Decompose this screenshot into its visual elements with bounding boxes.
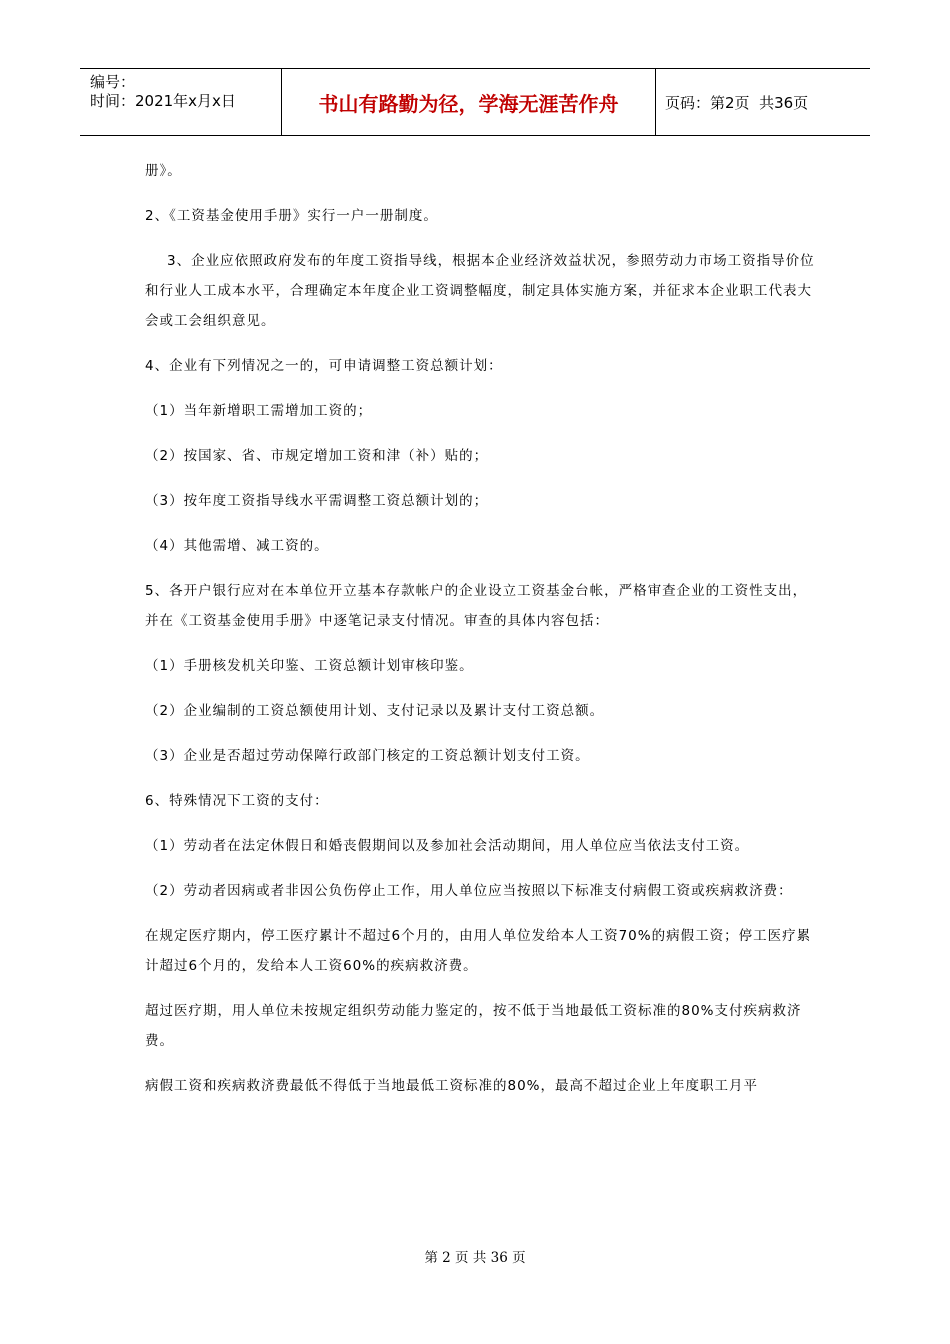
paragraph: 册》。: [145, 163, 182, 179]
list-item: （3）按年度工资指导线水平需调整工资总额计划的；: [145, 493, 489, 509]
list-item: （1）劳动者在法定休假日和婚丧假期间以及参加社会活动期间，用人单位应当依法支付工资。: [145, 838, 750, 854]
paragraph: 2、《工资基金使用手册》实行一户一册制度。: [145, 208, 438, 224]
header-page-number: [665, 69, 808, 135]
list-item: （1）手册核发机关印鉴、工资总额计划审核印鉴。: [145, 658, 474, 674]
list-item: （2）按国家、省、市规定增加工资和津（补）贴的；: [145, 448, 489, 464]
paragraph: 病假工资和疾病救济费最低不得低于当地最低工资标准的80%，最高不超过企业上年度职工月平: [145, 1078, 759, 1094]
list-item: （3）企业是否超过劳动保障行政部门核定的工资总额计划支付工资。: [145, 748, 590, 764]
document-body: [145, 156, 815, 1116]
header-meta: [90, 73, 236, 111]
page-header: [80, 68, 870, 136]
header-divider-right: [655, 69, 656, 135]
list-item: （1）当年新增职工需增加工资的；: [145, 403, 373, 419]
page-footer: 第 2 页 共 36 页: [424, 1250, 526, 1266]
paragraph: 在规定医疗期内，停工医疗累计不超过6个月的，由用人单位发给本人工资70%的病假工资；停工医疗累计超过6个月的，发给本人工资60%的疾病救济费。: [145, 928, 812, 974]
header-code-label: 编号：: [90, 73, 136, 91]
paragraph: 超过医疗期，用人单位未按规定组织劳动能力鉴定的，按不低于当地最低工资标准的80%支付疾病救济费。: [145, 1003, 802, 1049]
list-item: （2）企业编制的工资总额使用计划、支付记录以及累计支付工资总额。: [145, 703, 605, 719]
paragraph: 5、各开户银行应对在本单位开立基本存款帐户的企业设立工资基金台帐，严格审查企业的工资性支出，并在《工资基金使用手册》中逐笔记录支付情况。审查的具体内容包括：: [145, 583, 808, 629]
list-item: （2）劳动者因病或者非因公负伤停止工作，用人单位应当按照以下标准支付病假工资或疾病救济费：: [145, 883, 793, 899]
header-page-label: 页码：第2页 共36页: [665, 93, 809, 112]
paragraph: 4、企业有下列情况之一的，可申请调整工资总额计划：: [145, 358, 503, 374]
header-motto: 书山有路勤为径，学海无涯苦作舟: [318, 91, 619, 116]
paragraph: 6、特殊情况下工资的支付：: [145, 793, 329, 809]
header-date-label: 时间：2021年x月x日: [90, 92, 236, 110]
list-item: （4）其他需增、减工资的。: [145, 538, 329, 554]
paragraph: 3、企业应依照政府发布的年度工资指导线，根据本企业经济效益状况，参照劳动力市场工资指导价位和行业人工成本水平，合理确定本年度企业工资调整幅度，制定具体实施方案，并征求本企业职工代表大会或工会组织意见。: [145, 253, 815, 329]
